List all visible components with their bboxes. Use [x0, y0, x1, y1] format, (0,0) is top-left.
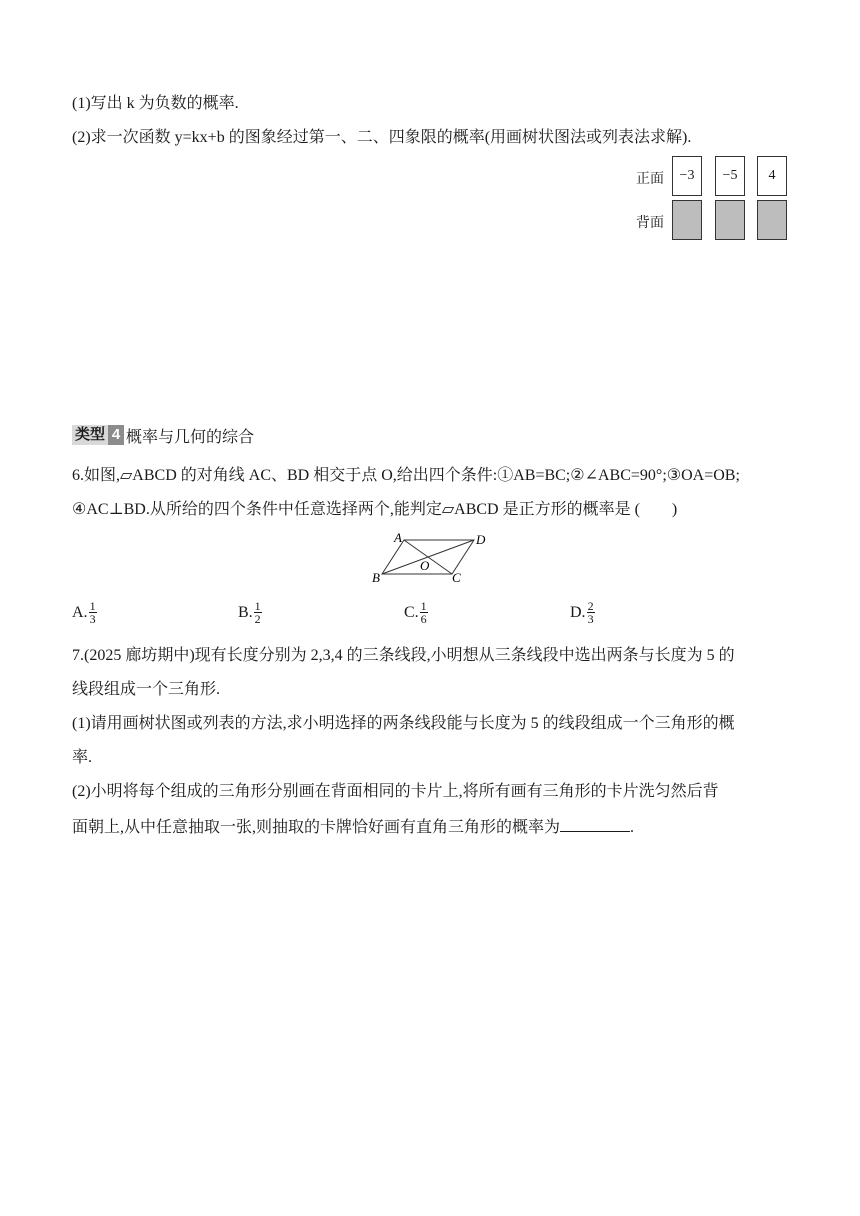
fraction-denominator: 3 [587, 612, 594, 626]
option-a[interactable] [72, 600, 97, 625]
q7-line6-text: 面朝上,从中任意抽取一张,则抽取的卡牌恰好画有直角三角形的概率为 [72, 819, 561, 836]
section-title: 概率与几何的综合 [126, 428, 255, 446]
option-b[interactable] [238, 600, 262, 625]
front-label: 正面 [636, 172, 664, 187]
option-letter: C. [404, 603, 419, 621]
q7-line6 [72, 816, 634, 838]
label-d: D [476, 532, 486, 547]
section-heading [72, 424, 254, 446]
section-badge: 类型 [72, 425, 108, 445]
card-front: −3 [672, 156, 702, 196]
q7-line3: (1)请用画树状图或列表的方法,求小明选择的两条线段能与长度为 5 的线段组成一个三角形的概 [72, 715, 735, 732]
q6-line2: ④AC⊥BD.从所给的四个条件中任意选择两个,能判定▱ABCD 是正方形的概率是 ( ) [72, 501, 678, 518]
q7-line6-end: . [630, 819, 635, 836]
q7-line5: (2)小明将每个组成的三角形分别画在背面相同的卡片上,将所有画有三角形的卡片洗匀然后背 [72, 783, 719, 800]
parallelogram-figure [368, 530, 498, 586]
fraction-denominator: 3 [89, 612, 96, 626]
card-figure [636, 156, 796, 246]
option-fraction [420, 600, 428, 625]
section-number: 4 [108, 425, 124, 445]
q5-part2: (2)求一次函数 y=kx+b 的图象经过第一、二、四象限的概率(用画树状图法或列表法求解). [72, 129, 692, 146]
label-c: C [452, 570, 461, 585]
label-o: O [420, 558, 430, 573]
label-a: A [394, 530, 402, 545]
q6-line1: 6.如图,▱ABCD 的对角线 AC、BD 相交于点 O,给出四个条件:①AB=BC;②∠ABC=90°;③OA=OB; [72, 467, 740, 484]
card-back [715, 200, 745, 240]
option-c[interactable] [404, 600, 428, 625]
fraction-numerator: 2 [587, 599, 594, 613]
q7-line1: 7.(2025 廊坊期中)现有长度分别为 2,3,4 的三条线段,小明想从三条线段中选出两条与长度为 5 的 [72, 647, 735, 664]
option-fraction [587, 600, 595, 625]
fraction-denominator: 2 [254, 612, 261, 626]
option-letter: B. [238, 603, 253, 621]
q5-part1: (1)写出 k 为负数的概率. [72, 95, 239, 112]
answer-blank[interactable] [560, 816, 630, 832]
card-back [672, 200, 702, 240]
q7-line4: 率. [72, 749, 93, 766]
card-back [757, 200, 787, 240]
label-b: B [372, 570, 380, 585]
q7-line2: 线段组成一个三角形. [72, 681, 221, 698]
option-letter: A. [72, 603, 88, 621]
option-fraction [254, 600, 262, 625]
fraction-denominator: 6 [420, 612, 427, 626]
fraction-numerator: 1 [254, 599, 261, 613]
card-front: −5 [715, 156, 745, 196]
fraction-numerator: 1 [89, 599, 96, 613]
option-letter: D. [570, 603, 586, 621]
fraction-numerator: 1 [420, 599, 427, 613]
option-d[interactable] [570, 600, 595, 625]
option-fraction [89, 600, 97, 625]
back-label: 背面 [636, 216, 664, 231]
card-front: 4 [757, 156, 787, 196]
